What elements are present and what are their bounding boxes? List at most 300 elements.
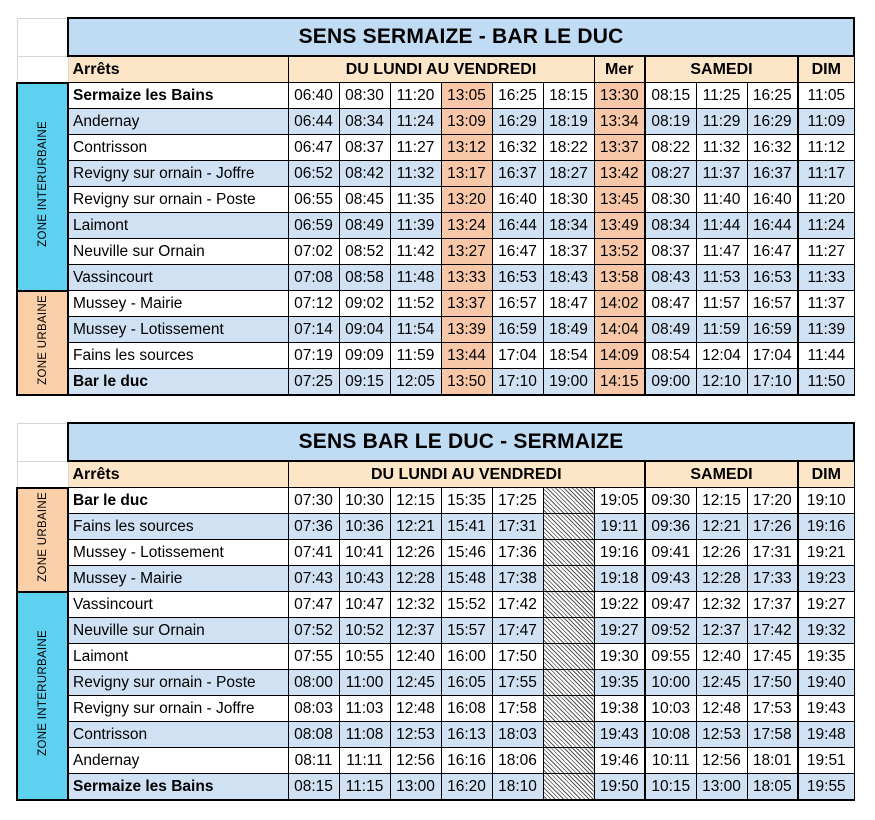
time-cell: 16:40 [747,187,798,213]
time-cell: 16:57 [747,291,798,317]
time-cell: 11:53 [696,265,747,291]
time-cell: 08:15 [645,83,696,109]
time-cell: 08:03 [288,696,339,722]
time-cell: 10:36 [339,514,390,540]
no-service-cell [543,722,594,748]
time-cell: 08:30 [339,83,390,109]
time-cell: 11:24 [390,109,441,135]
time-cell: 17:47 [492,618,543,644]
time-cell: 11:37 [696,161,747,187]
time-cell: 08:22 [645,135,696,161]
time-cell: 12:04 [696,343,747,369]
time-cell: 19:21 [798,540,854,566]
time-cell: 14:02 [594,291,645,317]
time-cell: 11:00 [339,670,390,696]
no-service-cell [543,592,594,618]
time-cell: 09:00 [645,369,696,396]
time-cell: 11:05 [798,83,854,109]
weekdays-header: DU LUNDI AU VENDREDI [288,56,594,83]
stop-name: Mussey - Mairie [68,291,288,317]
time-cell: 16:40 [492,187,543,213]
table-row [17,369,854,396]
time-cell: 13:49 [594,213,645,239]
time-cell: 11:03 [339,696,390,722]
time-cell: 15:48 [441,566,492,592]
time-cell: 08:11 [288,748,339,774]
time-cell: 08:58 [339,265,390,291]
time-cell: 19:35 [798,644,854,670]
time-cell: 15:46 [441,540,492,566]
time-cell: 19:27 [594,618,645,644]
stop-name: Mussey - Lotissement [68,540,288,566]
time-cell: 12:56 [390,748,441,774]
time-cell: 10:55 [339,644,390,670]
time-cell: 08:42 [339,161,390,187]
time-cell: 18:05 [747,774,798,801]
time-cell: 16:59 [747,317,798,343]
zone-urbaine [17,488,68,592]
table-row [17,239,854,265]
time-cell: 14:09 [594,343,645,369]
stop-name: Mussey - Mairie [68,566,288,592]
time-cell: 18:01 [747,748,798,774]
stop-name: Neuville sur Ornain [68,618,288,644]
time-cell: 19:35 [594,670,645,696]
time-cell: 06:47 [288,135,339,161]
time-cell: 10:43 [339,566,390,592]
time-cell: 07:41 [288,540,339,566]
time-cell: 17:50 [747,670,798,696]
time-cell: 18:34 [543,213,594,239]
time-cell: 12:26 [390,540,441,566]
time-cell: 06:55 [288,187,339,213]
time-cell: 18:47 [543,291,594,317]
time-cell: 11:59 [390,343,441,369]
time-cell: 11:17 [798,161,854,187]
stop-name: Bar le duc [68,369,288,396]
stop-name: Contrisson [68,722,288,748]
time-cell: 17:25 [492,488,543,514]
time-cell: 11:08 [339,722,390,748]
table-row [17,488,854,514]
time-cell: 11:39 [798,317,854,343]
time-cell: 19:30 [594,644,645,670]
time-cell: 13:34 [594,109,645,135]
time-cell: 13:00 [696,774,747,801]
time-cell: 18:15 [543,83,594,109]
time-cell: 19:43 [798,696,854,722]
time-cell: 06:59 [288,213,339,239]
time-cell: 11:12 [798,135,854,161]
stop-name: Andernay [68,109,288,135]
time-cell: 18:37 [543,239,594,265]
saturday-header: SAMEDI [645,461,798,488]
no-service-cell [543,670,594,696]
time-cell: 12:53 [696,722,747,748]
time-cell: 18:06 [492,748,543,774]
table-row [17,722,854,748]
zone-label: ZONE INTERURBAINE [36,121,49,247]
time-cell: 13:33 [441,265,492,291]
time-cell: 11:44 [798,343,854,369]
table-row [17,670,854,696]
time-cell: 11:29 [696,109,747,135]
time-cell: 19:40 [798,670,854,696]
time-cell: 10:15 [645,774,696,801]
time-cell: 08:52 [339,239,390,265]
time-cell: 16:25 [747,83,798,109]
time-cell: 19:00 [543,369,594,396]
time-cell: 18:19 [543,109,594,135]
time-cell: 11:40 [696,187,747,213]
time-cell: 16:29 [747,109,798,135]
corner-cell [17,18,68,56]
table-title: SENS BAR LE DUC - SERMAIZE [68,423,854,461]
time-cell: 13:37 [441,291,492,317]
time-cell: 16:25 [492,83,543,109]
time-cell: 11:09 [798,109,854,135]
time-cell: 11:48 [390,265,441,291]
time-cell: 13:30 [594,83,645,109]
time-cell: 17:42 [492,592,543,618]
time-cell: 17:55 [492,670,543,696]
no-service-cell [543,696,594,722]
time-cell: 11:57 [696,291,747,317]
time-cell: 07:02 [288,239,339,265]
time-cell: 11:15 [339,774,390,801]
time-cell: 11:33 [798,265,854,291]
time-cell: 08:27 [645,161,696,187]
time-cell: 16:16 [441,748,492,774]
zone-label: ZONE URBAINE [36,492,49,582]
time-cell: 11:39 [390,213,441,239]
time-cell: 11:50 [798,369,854,396]
time-cell: 11:52 [390,291,441,317]
time-cell: 10:41 [339,540,390,566]
time-cell: 17:42 [747,618,798,644]
time-cell: 09:09 [339,343,390,369]
time-cell: 07:47 [288,592,339,618]
time-cell: 12:15 [390,488,441,514]
time-cell: 12:45 [390,670,441,696]
time-cell: 19:05 [594,488,645,514]
table-row [17,265,854,291]
no-service-cell [543,644,594,670]
corner-cell [17,461,68,488]
time-cell: 10:47 [339,592,390,618]
time-cell: 18:27 [543,161,594,187]
time-cell: 10:30 [339,488,390,514]
stop-name: Vassincourt [68,592,288,618]
time-cell: 08:49 [645,317,696,343]
stops-header: Arrêts [68,461,288,488]
time-cell: 13:00 [390,774,441,801]
stop-name: Contrisson [68,135,288,161]
time-cell: 11:44 [696,213,747,239]
no-service-cell [543,618,594,644]
time-cell: 08:34 [645,213,696,239]
stop-name: Neuville sur Ornain [68,239,288,265]
timetable-bar-le-duc-sermaize [16,422,855,801]
zone-label: ZONE URBAINE [36,295,49,386]
table-row [17,592,854,618]
time-cell: 18:03 [492,722,543,748]
time-cell: 09:41 [645,540,696,566]
stop-name: Mussey - Lotissement [68,317,288,343]
time-cell: 18:43 [543,265,594,291]
time-cell: 16:05 [441,670,492,696]
table-row [17,618,854,644]
table-row [17,187,854,213]
time-cell: 08:19 [645,109,696,135]
timetable-sermaize-bar-le-duc [16,17,855,396]
time-cell: 17:58 [747,722,798,748]
no-service-cell [543,488,594,514]
time-cell: 12:37 [390,618,441,644]
time-cell: 10:11 [645,748,696,774]
time-cell: 06:44 [288,109,339,135]
time-cell: 11:59 [696,317,747,343]
time-cell: 12:15 [696,488,747,514]
time-cell: 12:21 [696,514,747,540]
time-cell: 19:16 [798,514,854,540]
time-cell: 06:52 [288,161,339,187]
time-cell: 16:32 [747,135,798,161]
table-row [17,514,854,540]
time-cell: 16:08 [441,696,492,722]
time-cell: 08:30 [645,187,696,213]
weekdays-header: DU LUNDI AU VENDREDI [288,461,645,488]
time-cell: 09:36 [645,514,696,540]
time-cell: 16:44 [492,213,543,239]
time-cell: 12:40 [390,644,441,670]
time-cell: 12:37 [696,618,747,644]
time-cell: 12:48 [390,696,441,722]
time-cell: 12:48 [696,696,747,722]
wednesday-header: Mer [594,56,645,83]
time-cell: 08:34 [339,109,390,135]
time-cell: 08:49 [339,213,390,239]
time-cell: 13:09 [441,109,492,135]
time-cell: 17:36 [492,540,543,566]
time-cell: 17:50 [492,644,543,670]
time-cell: 12:32 [696,592,747,618]
time-cell: 12:53 [390,722,441,748]
table-row [17,696,854,722]
table-row [17,213,854,239]
time-cell: 07:52 [288,618,339,644]
table-row [17,135,854,161]
time-cell: 12:56 [696,748,747,774]
time-cell: 19:22 [594,592,645,618]
stop-name: Revigny sur ornain - Joffre [68,696,288,722]
corner-cell [17,56,68,83]
time-cell: 08:47 [645,291,696,317]
table-row [17,317,854,343]
table-row [17,343,854,369]
time-cell: 13:37 [594,135,645,161]
time-cell: 17:53 [747,696,798,722]
no-service-cell [543,748,594,774]
no-service-cell [543,514,594,540]
time-cell: 15:52 [441,592,492,618]
time-cell: 13:58 [594,265,645,291]
time-cell: 08:37 [645,239,696,265]
time-cell: 07:08 [288,265,339,291]
time-cell: 09:43 [645,566,696,592]
time-cell: 13:42 [594,161,645,187]
time-cell: 18:22 [543,135,594,161]
time-cell: 16:32 [492,135,543,161]
time-cell: 11:27 [798,239,854,265]
time-cell: 12:26 [696,540,747,566]
time-cell: 17:37 [747,592,798,618]
time-cell: 12:32 [390,592,441,618]
time-cell: 13:52 [594,239,645,265]
time-cell: 13:44 [441,343,492,369]
time-cell: 17:31 [492,514,543,540]
time-cell: 09:04 [339,317,390,343]
time-cell: 13:17 [441,161,492,187]
stop-name: Revigny sur ornain - Poste [68,187,288,213]
time-cell: 16:20 [441,774,492,801]
time-cell: 17:10 [492,369,543,396]
sunday-header: DIM [798,461,854,488]
time-cell: 16:29 [492,109,543,135]
time-cell: 15:35 [441,488,492,514]
time-cell: 18:10 [492,774,543,801]
time-cell: 07:12 [288,291,339,317]
time-cell: 11:20 [798,187,854,213]
time-cell: 17:31 [747,540,798,566]
stop-name: Sermaize les Bains [68,83,288,109]
time-cell: 10:03 [645,696,696,722]
stop-name: Bar le duc [68,488,288,514]
time-cell: 19:23 [798,566,854,592]
time-cell: 17:58 [492,696,543,722]
time-cell: 19:50 [594,774,645,801]
time-cell: 16:47 [492,239,543,265]
time-cell: 16:59 [492,317,543,343]
time-cell: 07:14 [288,317,339,343]
time-cell: 11:25 [696,83,747,109]
time-cell: 09:55 [645,644,696,670]
no-service-cell [543,774,594,801]
time-cell: 07:55 [288,644,339,670]
time-cell: 18:30 [543,187,594,213]
time-cell: 08:54 [645,343,696,369]
time-cell: 13:45 [594,187,645,213]
stop-name: Revigny sur ornain - Joffre [68,161,288,187]
time-cell: 10:08 [645,722,696,748]
time-cell: 13:12 [441,135,492,161]
stops-header: Arrêts [68,56,288,83]
time-cell: 11:47 [696,239,747,265]
table-row [17,161,854,187]
time-cell: 17:33 [747,566,798,592]
time-cell: 16:37 [492,161,543,187]
stop-name: Laimont [68,644,288,670]
time-cell: 13:27 [441,239,492,265]
time-cell: 07:43 [288,566,339,592]
time-cell: 11:35 [390,187,441,213]
time-cell: 09:47 [645,592,696,618]
time-cell: 08:00 [288,670,339,696]
time-cell: 19:18 [594,566,645,592]
time-cell: 11:54 [390,317,441,343]
stop-name: Fains les sources [68,514,288,540]
time-cell: 19:43 [594,722,645,748]
time-cell: 19:38 [594,696,645,722]
time-cell: 12:40 [696,644,747,670]
time-cell: 17:04 [747,343,798,369]
time-cell: 19:10 [798,488,854,514]
time-cell: 08:45 [339,187,390,213]
time-cell: 13:24 [441,213,492,239]
time-cell: 17:04 [492,343,543,369]
time-cell: 12:05 [390,369,441,396]
time-cell: 14:04 [594,317,645,343]
time-cell: 11:32 [696,135,747,161]
time-cell: 11:32 [390,161,441,187]
stop-name: Revigny sur ornain - Poste [68,670,288,696]
time-cell: 15:57 [441,618,492,644]
time-cell: 07:19 [288,343,339,369]
stop-name: Sermaize les Bains [68,774,288,801]
no-service-cell [543,566,594,592]
table-row [17,540,854,566]
time-cell: 15:41 [441,514,492,540]
time-cell: 11:20 [390,83,441,109]
time-cell: 08:43 [645,265,696,291]
time-cell: 12:28 [696,566,747,592]
time-cell: 11:42 [390,239,441,265]
stop-name: Andernay [68,748,288,774]
table-row [17,748,854,774]
time-cell: 08:15 [288,774,339,801]
time-cell: 14:15 [594,369,645,396]
table-row [17,774,854,801]
time-cell: 17:26 [747,514,798,540]
time-cell: 19:48 [798,722,854,748]
time-cell: 06:40 [288,83,339,109]
time-cell: 12:28 [390,566,441,592]
time-cell: 19:11 [594,514,645,540]
time-cell: 13:20 [441,187,492,213]
time-cell: 17:10 [747,369,798,396]
time-cell: 10:52 [339,618,390,644]
time-cell: 11:11 [339,748,390,774]
time-cell: 07:36 [288,514,339,540]
time-cell: 16:53 [492,265,543,291]
zone-interurbaine [17,592,68,801]
saturday-header: SAMEDI [645,56,798,83]
time-cell: 11:37 [798,291,854,317]
time-cell: 13:39 [441,317,492,343]
time-cell: 16:47 [747,239,798,265]
time-cell: 07:25 [288,369,339,396]
time-cell: 17:38 [492,566,543,592]
time-cell: 16:13 [441,722,492,748]
time-cell: 19:55 [798,774,854,801]
table-row [17,291,854,317]
stop-name: Laimont [68,213,288,239]
time-cell: 12:45 [696,670,747,696]
time-cell: 19:27 [798,592,854,618]
time-cell: 16:37 [747,161,798,187]
time-cell: 09:15 [339,369,390,396]
time-cell: 10:00 [645,670,696,696]
